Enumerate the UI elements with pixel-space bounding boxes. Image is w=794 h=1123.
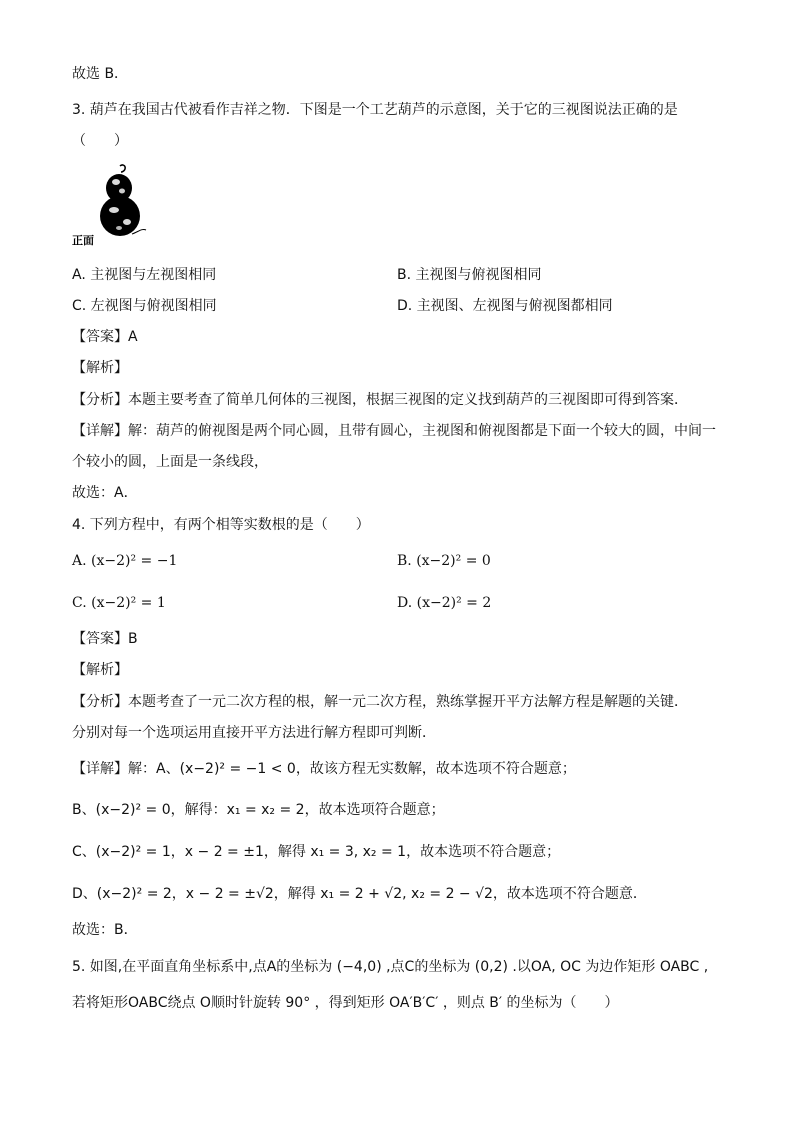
q4-conclusion: 故选：B．: [72, 922, 138, 938]
q4-detail-b: B、(x−2)² = 0，解得：x₁ = x₂ = 2，故本选项符合题意；: [72, 802, 445, 818]
fig-label: 正面: [72, 235, 94, 246]
q4-fenxi-2: 分别对每一个选项运用直接开平方法进行解方程即可判断．: [72, 725, 436, 741]
q3-xiangjie-2: 个较小的圆，上面是一条线段，: [72, 454, 268, 470]
q4-option-a: A. (x−2)² = −1: [72, 553, 178, 569]
q3-option-d: D. 主视图、左视图与俯视图都相同: [397, 298, 613, 314]
q4-stem: 4. 下列方程中，有两个相等实数根的是（ ）: [72, 517, 370, 533]
q3-option-b: B. 主视图与俯视图相同: [397, 267, 542, 283]
gourd-icon: [72, 164, 152, 246]
q5-stem-2: 若将矩形OABC绕点 O顺时针旋转 90° ，得到矩形 OA′B′C′ ，则点 B′ 的坐标为（ ）: [72, 995, 619, 1011]
q3-xiangjie-1: 【详解】解：葫芦的俯视图是两个同心圆，且带有圆心，主视图和俯视图都是下面一个较大的圆，中间一: [72, 423, 716, 439]
q3-answer: 【答案】A: [72, 329, 138, 345]
q3-option-a: A. 主视图与左视图相同: [72, 267, 217, 283]
q4-option-b: B. (x−2)² = 0: [397, 553, 491, 569]
q4-fenxi-1: 【分析】本题考查了一元二次方程的根，解一元二次方程，熟练掌握开平方法解方程是解题的关键．: [72, 694, 688, 710]
q3-conclusion: 故选：A．: [72, 485, 138, 501]
gourd-figure: [72, 164, 152, 246]
line-prev-answer: 故选 B．: [72, 66, 129, 82]
q3-stem: 3. 葫芦在我国古代被看作吉祥之物．下图是一个工艺葫芦的示意图，关于它的三视图说法正确的是: [72, 102, 678, 118]
q4-option-d: D. (x−2)² = 2: [397, 595, 492, 611]
q4-option-c: C. (x−2)² = 1: [72, 595, 166, 611]
q4-detail-d: D、(x−2)² = 2，x − 2 = ±√2，解得 x₁ = 2 + √2, x₂ = 2 − √2，故本选项不符合题意．: [72, 886, 647, 902]
q3-bracket: （ ）: [72, 133, 128, 149]
q4-jiexi-heading: 【解析】: [72, 662, 128, 678]
q4-detail-c: C、(x−2)² = 1，x − 2 = ±1，解得 x₁ = 3, x₂ = 1，故本选项不符合题意；: [72, 844, 561, 860]
q4-answer: 【答案】B: [72, 631, 138, 647]
q3-jiexi-heading: 【解析】: [72, 360, 128, 376]
q4-detail-a: 【详解】解：A、(x−2)² = −1 < 0，故该方程无实数解，故本选项不符合题意；: [72, 761, 576, 777]
q5-stem-1: 5. 如图,在平面直角坐标系中,点A的坐标为 (−4,0) ,点C的坐标为 (0,2) .以OA, OC 为边作矩形 OABC ,: [72, 959, 709, 975]
q3-option-c: C. 左视图与俯视图相同: [72, 298, 217, 314]
q3-fenxi: 【分析】本题主要考查了简单几何体的三视图，根据三视图的定义找到葫芦的三视图即可得到答案．: [72, 392, 688, 408]
